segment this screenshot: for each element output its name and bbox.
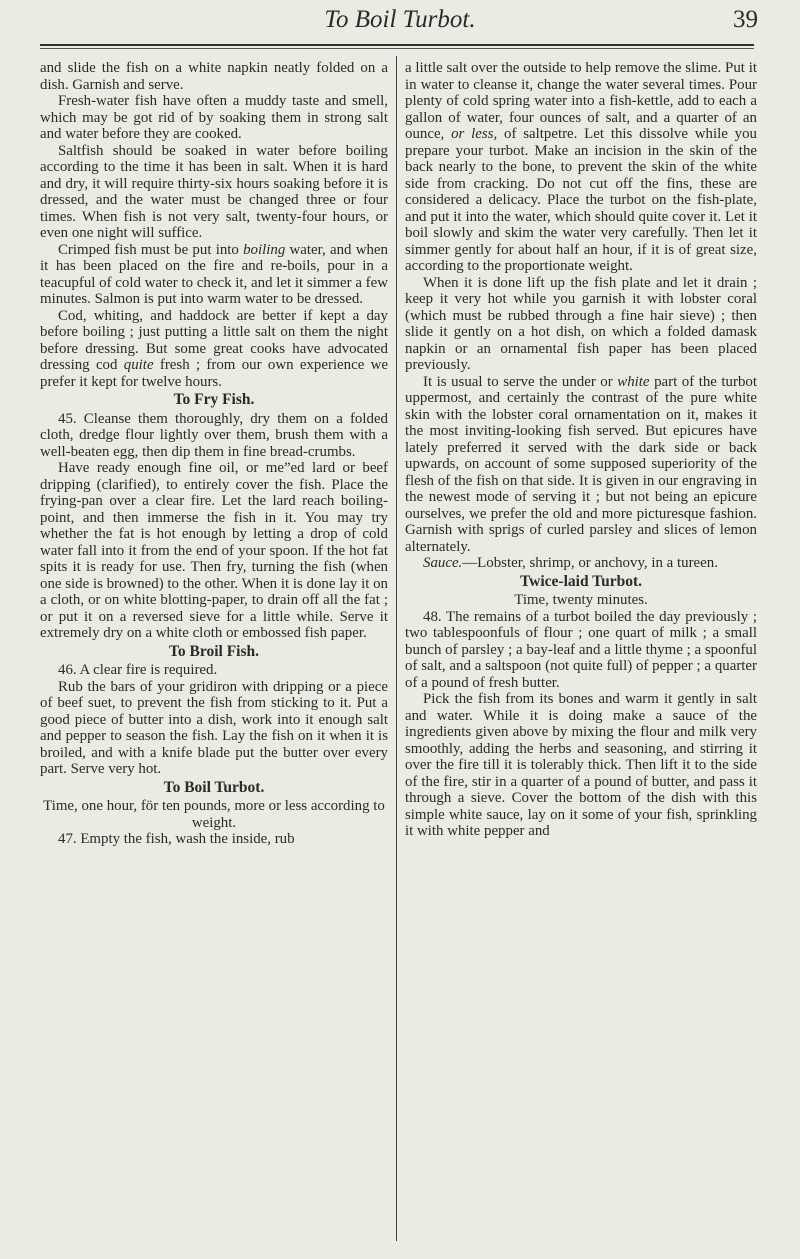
text-run: —Lobster, shrimp, or anchovy, in a tureen.	[462, 555, 718, 571]
paragraph: 48. The remains of a turbot boiled the day previously ; two tablespoonfuls of flour ; one quart of milk ; a small bunch of parsley ; a bay-leaf and a little thyme ; a spoonful of salt, and a saltspoon (not quite full) of pepper ; a quarter of a pound of fresh butter.	[405, 608, 757, 691]
paragraph	[405, 60, 757, 275]
italic-run: Sauce.	[423, 555, 463, 571]
text-run: Cod, whiting, and haddock are better if kept a day before boiling ; just putting a little salt on them the night before dressing. But some great cooks have advocated dressing cod	[40, 307, 388, 373]
italic-run: or less,	[451, 126, 498, 142]
italic-run: boiling	[243, 241, 286, 258]
page-number: 39	[733, 6, 758, 33]
paragraph: Rub the bars of your gridiron with dripping or a piece of beef suet, to prevent the fish from sticking to it. Put a good piece of butter into a dish, work into it enough salt and pepper to season the fish. Lay the fish on it when it is broiled, and with a knife blade put the butter over every part. Serve very hot.	[40, 678, 388, 777]
time-note: Time, one hour, för ten pounds, more or less according to weight.	[43, 798, 385, 831]
italic-run: quite	[123, 357, 154, 373]
paragraph: 47. Empty the fish, wash the inside, rub	[58, 831, 295, 847]
paragraph	[405, 374, 757, 556]
header-rule	[40, 44, 754, 49]
running-title: To Boil Turbot.	[324, 6, 476, 33]
text-run: fresh ; from our own experience we prefer it kept for twelve hours.	[40, 357, 388, 390]
paragraph: Pick the fish from its bones and warm it gently in salt and water. While it is doing make a sauce of the ingredients given above by mixing the flour and milk very smoothly, adding the herbs and seasoning, and stirring it over the fire till it is tolerably thick. Then lift it to the side of the fire, stir in a quarter of a pound of butter, and pass it through a sieve. Cover the bottom of the dish with this simple white sauce, lay on it some of your fish, sprinkling it with white pepper and	[405, 691, 757, 839]
paragraph: Saltfish should be soaked in water before boiling according to the time it has been in salt. When it is hard and dry, it will require thirty-six hours soaking before it is dressed, and the water must be changed three or four times. When fish is not very salt, twenty-four hours, or even one night will suffice.	[40, 142, 388, 241]
text-run: It is usual to serve the under or	[423, 373, 618, 390]
section-heading: Twice-laid Turbot.	[519, 572, 642, 590]
right-column	[405, 60, 757, 840]
paragraph: Have ready enough fine oil, or me”ed lard or beef dripping (clarified), to entirely cover the fish. Place the frying-pan over a clear fire. Let the lard reach boiling-point, and then immerse the fish in it. You may try whether the fat is hot enough by letting a drop of cold water fall into it from the end of your spoon. If the hot fat spits it is ready for use. Then fry, turning the fish (when one side is browned) to the other. When it is done lay it on a cloth, or on white blotting-paper, to drain off all the fat ; or put it on a reversed sieve for a little while. Serve it extremely dry on a white cloth or embossed fish paper.	[40, 460, 388, 641]
paragraph: When it is done lift up the fish plate and let it drain ; keep it very hot while you garnish it with lobster coral (which must be rubbed through a fine hair sieve) ; then slide it gently on a hot dish, on which a folded damask napkin or an ornamental fish paper has been placed previously.	[405, 274, 757, 373]
text-run: water, and when it has been placed on the fire and re-boils, pour in a teacupful of cold water to check it, and let it simmer a few minutes. Salmon is put into warm water to be dressed.	[40, 241, 388, 307]
paragraph: and slide the fish on a white napkin neatly folded on a dish. Garnish and serve.	[40, 60, 388, 93]
paragraph: 46. A clear fire is required.	[58, 662, 218, 678]
left-column	[40, 60, 388, 848]
section-heading: To Broil Fish.	[168, 642, 260, 660]
paragraph	[40, 242, 388, 308]
section-heading: To Boil Turbot.	[163, 778, 265, 796]
section-heading: To Fry Fish.	[173, 391, 255, 408]
italic-run: white	[617, 373, 650, 390]
text-run: a little salt over the outside to help remove the slime. Put it in water to cleanse it, change the water several times. Pour plenty of cold spring water into a fish-kettle, add to each a gallon of water, four ounces of salt, and a quarter of an ounce,	[405, 60, 757, 142]
paragraph	[405, 555, 757, 572]
column-divider	[396, 56, 397, 1241]
time-note: Time, twenty minutes.	[514, 592, 648, 608]
text-run: part of the turbot uppermost, and certainly the contrast of the pure white skin with the lobster coral ornamentation on it, makes it the most inviting-looking fish served. But epicures have lately preferred it served with the dark side or back upwards, on account of some supposed superiority of the flesh of the fish on that side. It is given in our engraving in the newest mode of serving it ; but not being an epicure ourselves, we prefer the old and more picturesque fashion. Garnish with sprigs of curled parsley and slices of lemon alternately.	[405, 373, 757, 555]
paragraph: Fresh-water fish have often a muddy taste and smell, which may be got rid of by soaking them in strong salt and water before they are cooked.	[40, 93, 388, 142]
text-run: Crimped fish must be put into	[58, 241, 244, 258]
paragraph: 45. Cleanse them thoroughly, dry them on a folded cloth, dredge flour lightly over them, brush them with a well-beaten egg, then dip them in fine bread-crumbs.	[40, 410, 388, 460]
running-head	[0, 6, 800, 40]
paragraph	[40, 308, 388, 391]
text-run: of saltpetre. Let this dissolve while you prepare your turbot. Make an incision in the skin of the back nearly to the bone, to prevent the skin of the white side from cracking. Do not cut off the fins, these are considered a delicacy. Place the turbot on the fish-plate, and put it into the water, which should quite cover it. Let it boil slowly and skim the water very carefully. Then let it simmer gently for about half an hour, if it is of great size, according to the proportionate weight.	[405, 126, 757, 274]
